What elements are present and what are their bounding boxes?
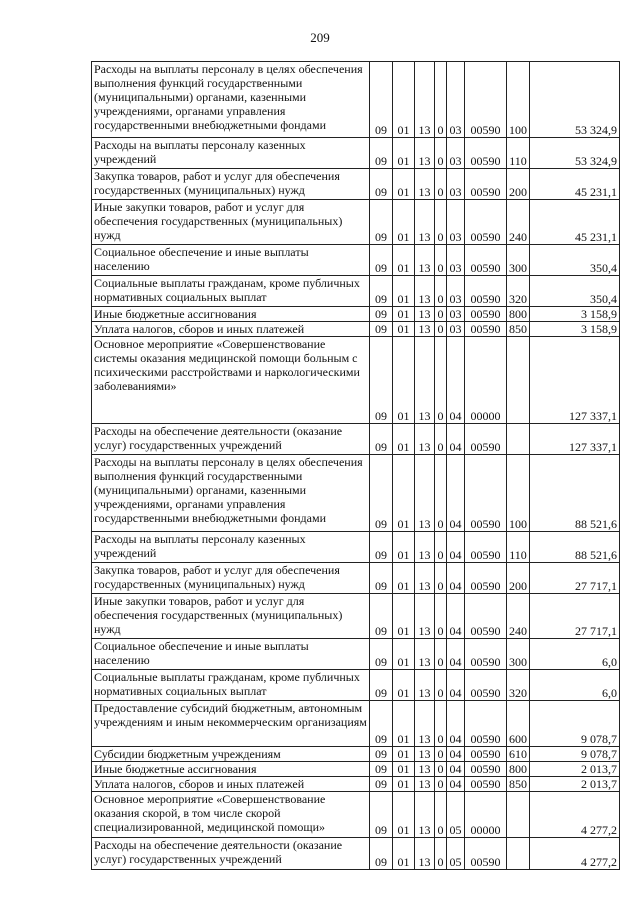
row-name: Социальные выплаты гражданам, кроме публичных нормативных социальных выплат bbox=[92, 276, 370, 307]
row-name: Субсидии бюджетным учреждениям bbox=[92, 747, 370, 762]
budget-table bbox=[91, 61, 620, 870]
row-direction: 00590 bbox=[465, 762, 507, 777]
table-row bbox=[92, 424, 620, 455]
row-amount: 127 337,1 bbox=[530, 337, 620, 424]
row-amount: 88 521,6 bbox=[530, 455, 620, 532]
row-direction: 00590 bbox=[465, 563, 507, 594]
row-amount: 45 231,1 bbox=[530, 200, 620, 245]
row-section: 09 bbox=[370, 670, 393, 701]
row-expense-type: 800 bbox=[507, 762, 530, 777]
row-subprogram: 0 bbox=[435, 838, 447, 870]
row-section: 09 bbox=[370, 455, 393, 532]
row-subprogram: 0 bbox=[435, 245, 447, 276]
row-direction: 00000 bbox=[465, 792, 507, 838]
row-event: 04 bbox=[447, 762, 465, 777]
row-section: 09 bbox=[370, 838, 393, 870]
row-event: 05 bbox=[447, 838, 465, 870]
row-subprogram: 0 bbox=[435, 62, 447, 138]
row-subprogram: 0 bbox=[435, 747, 447, 762]
row-direction: 00590 bbox=[465, 307, 507, 322]
row-direction: 00590 bbox=[465, 138, 507, 169]
row-section: 09 bbox=[370, 792, 393, 838]
table-row bbox=[92, 670, 620, 701]
row-subprogram: 0 bbox=[435, 200, 447, 245]
row-subprogram: 0 bbox=[435, 337, 447, 424]
row-program: 13 bbox=[415, 307, 435, 322]
row-subsection: 01 bbox=[393, 639, 415, 670]
row-amount: 45 231,1 bbox=[530, 169, 620, 200]
row-expense-type: 300 bbox=[507, 245, 530, 276]
table-row bbox=[92, 200, 620, 245]
row-name: Уплата налогов, сборов и иных платежей bbox=[92, 777, 370, 792]
row-program: 13 bbox=[415, 169, 435, 200]
row-subsection: 01 bbox=[393, 532, 415, 563]
row-amount: 127 337,1 bbox=[530, 424, 620, 455]
row-name: Расходы на обеспечение деятельности (оказание услуг) государственных учреждений bbox=[92, 838, 370, 870]
row-program: 13 bbox=[415, 424, 435, 455]
row-name: Расходы на выплаты персоналу казенных учреждений bbox=[92, 138, 370, 169]
row-subprogram: 0 bbox=[435, 138, 447, 169]
table-row bbox=[92, 762, 620, 777]
row-subsection: 01 bbox=[393, 762, 415, 777]
row-section: 09 bbox=[370, 245, 393, 276]
row-amount: 27 717,1 bbox=[530, 563, 620, 594]
row-subprogram: 0 bbox=[435, 594, 447, 639]
row-amount: 4 277,2 bbox=[530, 792, 620, 838]
row-subprogram: 0 bbox=[435, 670, 447, 701]
row-amount: 350,4 bbox=[530, 276, 620, 307]
row-section: 09 bbox=[370, 563, 393, 594]
row-amount: 4 277,2 bbox=[530, 838, 620, 870]
row-name: Социальное обеспечение и иные выплаты населению bbox=[92, 639, 370, 670]
row-subsection: 01 bbox=[393, 424, 415, 455]
row-expense-type: 320 bbox=[507, 670, 530, 701]
page-number: 209 bbox=[310, 30, 330, 45]
table-row bbox=[92, 169, 620, 200]
row-subprogram: 0 bbox=[435, 424, 447, 455]
row-section: 09 bbox=[370, 777, 393, 792]
row-direction: 00590 bbox=[465, 777, 507, 792]
row-direction: 00590 bbox=[465, 276, 507, 307]
row-expense-type: 300 bbox=[507, 639, 530, 670]
row-amount: 9 078,7 bbox=[530, 747, 620, 762]
row-name: Закупка товаров, работ и услуг для обеспечения государственных (муниципальных) нужд bbox=[92, 169, 370, 200]
row-program: 13 bbox=[415, 138, 435, 169]
row-amount: 6,0 bbox=[530, 639, 620, 670]
row-section: 09 bbox=[370, 62, 393, 138]
row-event: 04 bbox=[447, 337, 465, 424]
row-expense-type bbox=[507, 424, 530, 455]
row-section: 09 bbox=[370, 594, 393, 639]
table-row bbox=[92, 276, 620, 307]
row-name: Социальное обеспечение и иные выплаты населению bbox=[92, 245, 370, 276]
row-event: 03 bbox=[447, 200, 465, 245]
row-program: 13 bbox=[415, 62, 435, 138]
row-section: 09 bbox=[370, 701, 393, 747]
table-row bbox=[92, 322, 620, 337]
row-subprogram: 0 bbox=[435, 169, 447, 200]
row-program: 13 bbox=[415, 792, 435, 838]
row-subsection: 01 bbox=[393, 838, 415, 870]
row-section: 09 bbox=[370, 337, 393, 424]
row-program: 13 bbox=[415, 455, 435, 532]
table-row bbox=[92, 701, 620, 747]
row-amount: 3 158,9 bbox=[530, 322, 620, 337]
row-name: Иные закупки товаров, работ и услуг для обеспечения государственных (муниципальных) нужд bbox=[92, 200, 370, 245]
row-program: 13 bbox=[415, 337, 435, 424]
row-expense-type bbox=[507, 337, 530, 424]
row-subsection: 01 bbox=[393, 792, 415, 838]
row-direction: 00590 bbox=[465, 747, 507, 762]
row-program: 13 bbox=[415, 276, 435, 307]
row-subprogram: 0 bbox=[435, 792, 447, 838]
row-subsection: 01 bbox=[393, 138, 415, 169]
table-row bbox=[92, 307, 620, 322]
row-program: 13 bbox=[415, 245, 435, 276]
row-subsection: 01 bbox=[393, 62, 415, 138]
row-expense-type bbox=[507, 838, 530, 870]
table-row bbox=[92, 138, 620, 169]
row-name: Иные бюджетные ассигнования bbox=[92, 762, 370, 777]
row-section: 09 bbox=[370, 200, 393, 245]
row-program: 13 bbox=[415, 322, 435, 337]
row-subprogram: 0 bbox=[435, 777, 447, 792]
row-direction: 00590 bbox=[465, 639, 507, 670]
row-program: 13 bbox=[415, 594, 435, 639]
row-expense-type: 100 bbox=[507, 455, 530, 532]
row-program: 13 bbox=[415, 563, 435, 594]
row-expense-type: 850 bbox=[507, 777, 530, 792]
row-subsection: 01 bbox=[393, 594, 415, 639]
row-direction: 00590 bbox=[465, 322, 507, 337]
row-event: 04 bbox=[447, 455, 465, 532]
row-event: 03 bbox=[447, 276, 465, 307]
row-event: 04 bbox=[447, 532, 465, 563]
row-subsection: 01 bbox=[393, 276, 415, 307]
row-subsection: 01 bbox=[393, 200, 415, 245]
row-subprogram: 0 bbox=[435, 276, 447, 307]
row-direction: 00590 bbox=[465, 62, 507, 138]
row-section: 09 bbox=[370, 276, 393, 307]
row-subprogram: 0 bbox=[435, 455, 447, 532]
row-amount: 88 521,6 bbox=[530, 532, 620, 563]
row-direction: 00590 bbox=[465, 670, 507, 701]
row-subsection: 01 bbox=[393, 307, 415, 322]
row-expense-type: 240 bbox=[507, 200, 530, 245]
row-section: 09 bbox=[370, 322, 393, 337]
row-expense-type: 850 bbox=[507, 322, 530, 337]
row-subprogram: 0 bbox=[435, 762, 447, 777]
row-subsection: 01 bbox=[393, 777, 415, 792]
row-program: 13 bbox=[415, 762, 435, 777]
row-name: Основное мероприятие «Совершенствование оказания скорой, в том числе скорой специализированной, медицинской помощи» bbox=[92, 792, 370, 838]
row-program: 13 bbox=[415, 747, 435, 762]
row-direction: 00590 bbox=[465, 424, 507, 455]
table-row bbox=[92, 639, 620, 670]
row-direction: 00590 bbox=[465, 838, 507, 870]
row-expense-type: 200 bbox=[507, 169, 530, 200]
row-event: 05 bbox=[447, 792, 465, 838]
row-event: 04 bbox=[447, 777, 465, 792]
row-subsection: 01 bbox=[393, 169, 415, 200]
row-event: 04 bbox=[447, 639, 465, 670]
row-section: 09 bbox=[370, 307, 393, 322]
table-row bbox=[92, 245, 620, 276]
row-event: 04 bbox=[447, 424, 465, 455]
row-expense-type: 110 bbox=[507, 138, 530, 169]
row-section: 09 bbox=[370, 138, 393, 169]
row-event: 04 bbox=[447, 747, 465, 762]
row-subprogram: 0 bbox=[435, 701, 447, 747]
row-program: 13 bbox=[415, 701, 435, 747]
row-expense-type bbox=[507, 792, 530, 838]
row-event: 03 bbox=[447, 138, 465, 169]
row-section: 09 bbox=[370, 762, 393, 777]
row-amount: 53 324,9 bbox=[530, 138, 620, 169]
row-program: 13 bbox=[415, 670, 435, 701]
row-program: 13 bbox=[415, 639, 435, 670]
row-subsection: 01 bbox=[393, 563, 415, 594]
table-row bbox=[92, 594, 620, 639]
table-row bbox=[92, 747, 620, 762]
row-section: 09 bbox=[370, 424, 393, 455]
row-name: Расходы на выплаты персоналу в целях обеспечения выполнения функций государственными (муниципальными) органами, казенными учреждениями, органами управления государственными внебюджетными фондами bbox=[92, 455, 370, 532]
row-subprogram: 0 bbox=[435, 322, 447, 337]
row-direction: 00000 bbox=[465, 337, 507, 424]
table-row bbox=[92, 337, 620, 424]
row-event: 03 bbox=[447, 322, 465, 337]
row-subsection: 01 bbox=[393, 322, 415, 337]
table-row bbox=[92, 62, 620, 138]
row-event: 03 bbox=[447, 62, 465, 138]
table-row bbox=[92, 455, 620, 532]
row-event: 04 bbox=[447, 563, 465, 594]
row-program: 13 bbox=[415, 777, 435, 792]
row-expense-type: 800 bbox=[507, 307, 530, 322]
row-program: 13 bbox=[415, 838, 435, 870]
row-expense-type: 610 bbox=[507, 747, 530, 762]
row-event: 04 bbox=[447, 670, 465, 701]
row-direction: 00590 bbox=[465, 169, 507, 200]
table-row bbox=[92, 792, 620, 838]
row-amount: 6,0 bbox=[530, 670, 620, 701]
row-subprogram: 0 bbox=[435, 639, 447, 670]
row-amount: 53 324,9 bbox=[530, 62, 620, 138]
row-direction: 00590 bbox=[465, 532, 507, 563]
row-subsection: 01 bbox=[393, 747, 415, 762]
row-direction: 00590 bbox=[465, 594, 507, 639]
table-row bbox=[92, 563, 620, 594]
row-subsection: 01 bbox=[393, 337, 415, 424]
row-direction: 00590 bbox=[465, 455, 507, 532]
row-subprogram: 0 bbox=[435, 563, 447, 594]
row-subprogram: 0 bbox=[435, 307, 447, 322]
row-subprogram: 0 bbox=[435, 532, 447, 563]
table-row bbox=[92, 532, 620, 563]
row-name: Расходы на выплаты персоналу в целях обеспечения выполнения функций государственными (муниципальными) органами, казенными учреждениями, органами управления государственными внебюджетными фондами bbox=[92, 62, 370, 138]
row-subsection: 01 bbox=[393, 670, 415, 701]
row-section: 09 bbox=[370, 532, 393, 563]
row-amount: 350,4 bbox=[530, 245, 620, 276]
row-subsection: 01 bbox=[393, 701, 415, 747]
row-name: Расходы на выплаты персоналу казенных учреждений bbox=[92, 532, 370, 563]
row-section: 09 bbox=[370, 639, 393, 670]
row-direction: 00590 bbox=[465, 200, 507, 245]
row-program: 13 bbox=[415, 532, 435, 563]
row-expense-type: 110 bbox=[507, 532, 530, 563]
row-amount: 2 013,7 bbox=[530, 777, 620, 792]
row-name: Уплата налогов, сборов и иных платежей bbox=[92, 322, 370, 337]
row-event: 03 bbox=[447, 169, 465, 200]
row-event: 03 bbox=[447, 307, 465, 322]
row-expense-type: 600 bbox=[507, 701, 530, 747]
row-event: 04 bbox=[447, 701, 465, 747]
row-name: Предоставление субсидий бюджетным, автономным учреждениям и иным некоммерческим организациям bbox=[92, 701, 370, 747]
row-direction: 00590 bbox=[465, 245, 507, 276]
table-row bbox=[92, 777, 620, 792]
row-amount: 3 158,9 bbox=[530, 307, 620, 322]
row-subsection: 01 bbox=[393, 245, 415, 276]
row-expense-type: 100 bbox=[507, 62, 530, 138]
row-name: Иные бюджетные ассигнования bbox=[92, 307, 370, 322]
row-name: Расходы на обеспечение деятельности (оказание услуг) государственных учреждений bbox=[92, 424, 370, 455]
row-name: Основное мероприятие «Совершенствование системы оказания медицинской помощи больным с психическими расстройствами и наркологическими заболеваниями» bbox=[92, 337, 370, 424]
row-event: 03 bbox=[447, 245, 465, 276]
row-section: 09 bbox=[370, 747, 393, 762]
row-name: Иные закупки товаров, работ и услуг для обеспечения государственных (муниципальных) нужд bbox=[92, 594, 370, 639]
row-section: 09 bbox=[370, 169, 393, 200]
row-expense-type: 200 bbox=[507, 563, 530, 594]
row-direction: 00590 bbox=[465, 701, 507, 747]
row-amount: 27 717,1 bbox=[530, 594, 620, 639]
row-expense-type: 320 bbox=[507, 276, 530, 307]
row-program: 13 bbox=[415, 200, 435, 245]
row-amount: 9 078,7 bbox=[530, 701, 620, 747]
row-amount: 2 013,7 bbox=[530, 762, 620, 777]
row-name: Закупка товаров, работ и услуг для обеспечения государственных (муниципальных) нужд bbox=[92, 563, 370, 594]
table-row bbox=[92, 838, 620, 870]
row-event: 04 bbox=[447, 594, 465, 639]
row-name: Социальные выплаты гражданам, кроме публичных нормативных социальных выплат bbox=[92, 670, 370, 701]
row-expense-type: 240 bbox=[507, 594, 530, 639]
row-subsection: 01 bbox=[393, 455, 415, 532]
